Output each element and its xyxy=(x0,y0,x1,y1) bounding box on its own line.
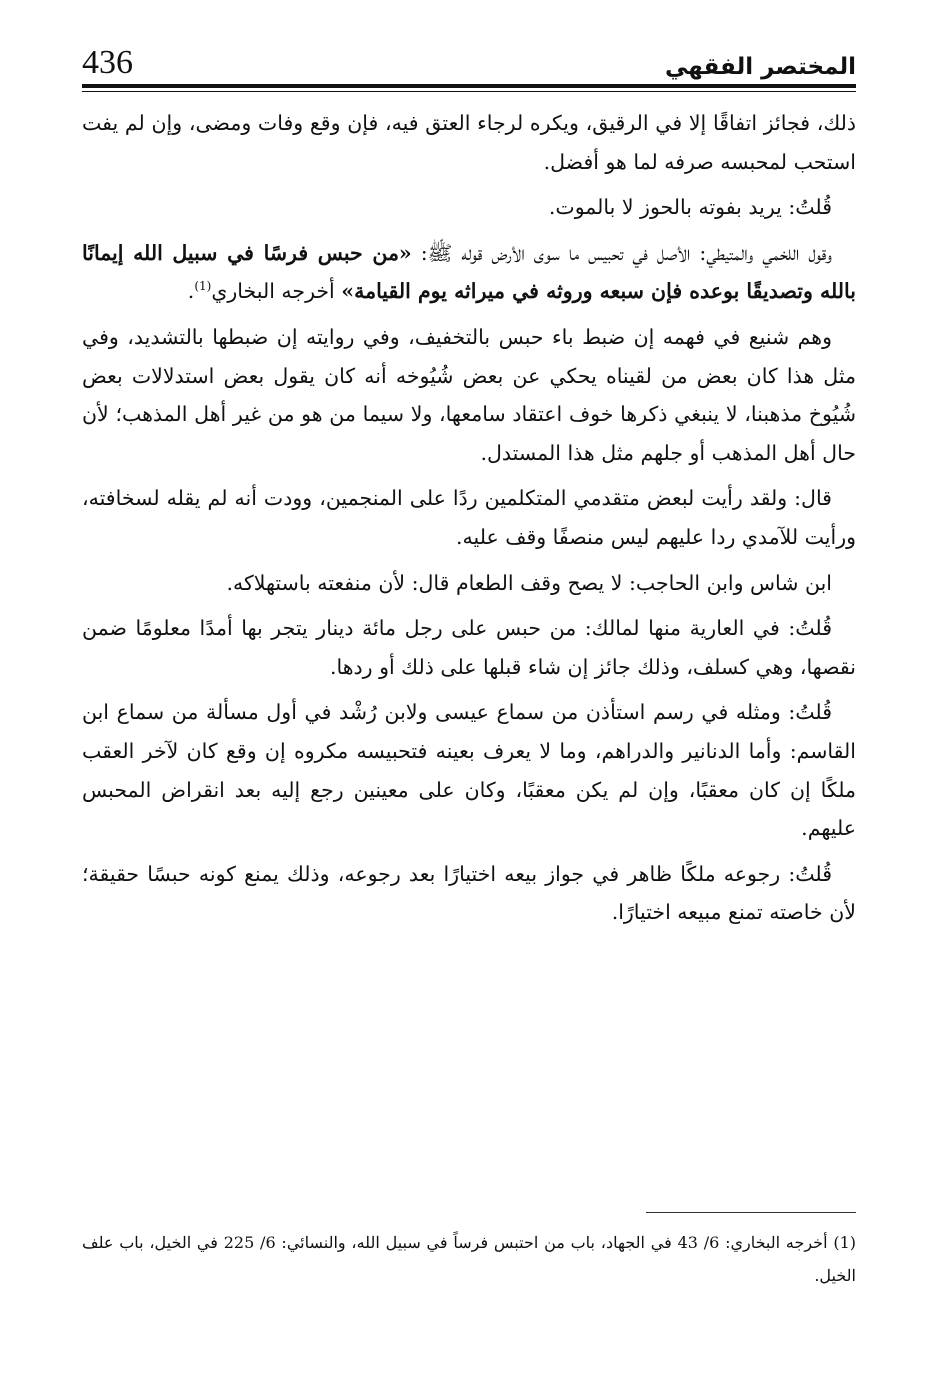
footnotes xyxy=(82,1226,856,1292)
footnote-marker: (1) xyxy=(833,1233,856,1252)
footnote-separator xyxy=(646,1212,856,1213)
footnote-reference[interactable]: (1) xyxy=(194,279,212,294)
paragraph-3-end: . xyxy=(187,279,195,304)
paragraph-9: قُلتُ: رجوعه ملكًا ظاهر في جواز بيعه اختيارًا بعد رجوعه، وذلك يمنع كونه حبسًا حقيقة؛ لأن خاصته تمنع مبيعه اختيارًا. xyxy=(82,861,856,925)
paragraph-6: ابن شاس وابن الحاجب: لا يصح وقف الطعام قال: لأن منفعته باستهلاكه. xyxy=(226,570,832,595)
hadith-quote: «من حبس فرسًا في سبيل الله إيمانًا بالله وتصديقًا بوعده فإن سبعه وروثه في ميراثه يوم القيامة» xyxy=(82,240,856,304)
paragraph-3 xyxy=(82,234,856,311)
paragraph-4: وهم شنيع في فهمه إن ضبط باء حبس بالتخفيف، وفي روايته إن ضبطها بالتشديد، وفي مثل هذا كان بعض من لقيناه يحكي عن بعض شُيُوخه أنه كان يقول بعض استدلالات بعض شُيُوخ مذهبنا، لا ينبغي ذكرها خوف اعتقاد سامعها، ولا سيما من هو من غير أهل المذهب؛ لأن حال أهل المذهب أو جلهم مثل هذا المستدل. xyxy=(82,324,856,465)
header-rule-thick xyxy=(82,84,856,88)
paragraph-1: ذلك، فجائز اتفاقًا إلا في الرقيق، ويكره لرجاء العتق فيه، فإن وقع وفات ومضى، وإن لم يفت استحب لمحبسه صرفه لما هو أفضل. xyxy=(82,111,856,174)
paragraph-3-intro: وقول اللخمي والمتيطي: الأصل في تحبيس ما سوى الأرض قوله ﷺ: xyxy=(411,240,832,265)
page-header xyxy=(82,36,856,80)
paragraph-7: قُلتُ: في العارية منها لمالك: من حبس على رجل مائة دينار يتجر بها أمدًا معلومًا ضمن نقصها، وهي كسلف، وذلك جائز إن شاء قبلها على ذلك أو ردها. xyxy=(82,616,856,679)
main-text xyxy=(82,104,856,939)
paragraph-3-source: أخرجه البخاري xyxy=(211,279,342,304)
running-title: المختصر الفقهي xyxy=(665,54,856,80)
paragraph-8: قُلتُ: ومثله في رسم استأذن من سماع عيسى ولابن رُشْد في أول مسألة من سماع ابن القاسم: وأما الدنانير والدراهم، وما لا يعرف بعينه فتحبيسه مكروه إن وقع كان لآخر العقب ملكًا إن كان معقبًا، وإن لم يكن معقبًا، وكان على معينين رجع إليه بعد انقراض المحبس عليهم. xyxy=(82,700,856,841)
paragraph-2: قُلتُ: يريد بفوته بالحوز لا بالموت. xyxy=(548,195,832,220)
header-rule-thin xyxy=(82,91,856,92)
footnote-text: أخرجه البخاري: 6/ 43 في الجهاد، باب من احتبس فرساً في سبيل الله، والنسائي: 6/ 225 في الخيل، باب علف الخيل. xyxy=(82,1233,856,1285)
footnote-1 xyxy=(82,1226,856,1292)
paragraph-5: قال: ولقد رأيت لبعض متقدمي المتكلمين ردًا على المنجمين، وودت أنه لم يقله لسخافته، ورأيت للآمدي ردا عليهم ليس منصفًا وقف عليه. xyxy=(82,486,856,549)
page-number: 436 xyxy=(82,44,133,81)
